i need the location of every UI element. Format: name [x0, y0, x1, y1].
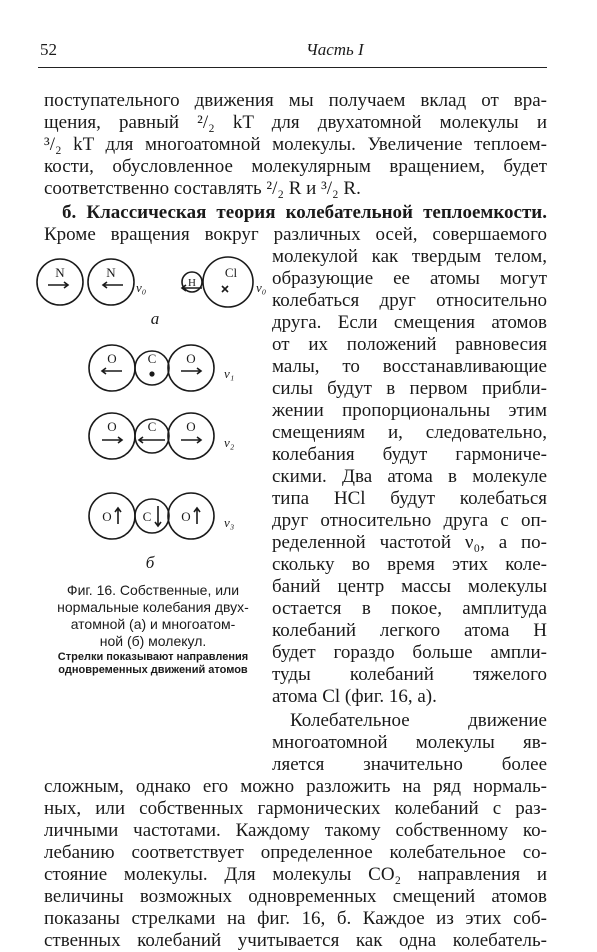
- frequency-label: ν₂: [224, 435, 235, 450]
- atom-label: O: [186, 351, 196, 366]
- frequency-label: ν₀: [256, 280, 267, 295]
- caption-line: нормальные колебания двух-: [57, 599, 249, 615]
- arrow-up-icon: [115, 508, 121, 524]
- text-line: Кроме вращения вокруг различных осей, совершаемого: [44, 224, 547, 245]
- running-title: Часть I: [306, 40, 364, 59]
- atom-label: O: [102, 509, 112, 524]
- arrow-icon: [102, 437, 122, 443]
- text-line: друга. Если смещения атомов: [272, 312, 547, 333]
- section-heading: б. Классическая теория колебательной теплоемкости.: [62, 202, 547, 223]
- atom-label: C: [142, 509, 152, 524]
- center-dot: [150, 372, 154, 376]
- text-line: кости, обусловленное молекулярным вращением, будет: [44, 156, 547, 177]
- co2-mode-2: [89, 413, 235, 459]
- text-line: ственных колебаний учитывается как одна колебатель-: [44, 930, 547, 951]
- text-line: от их положений равновесия: [272, 334, 547, 355]
- arrow-icon: [139, 437, 165, 443]
- caption-line: ной (б) молекул.: [99, 633, 207, 649]
- text-line: сложным, однако его можно разложить на ряд нормаль-: [44, 776, 547, 797]
- atom-label: O: [107, 419, 117, 434]
- text-line: колебаний легкого атома H: [272, 620, 547, 641]
- frequency-label: ν₀: [136, 280, 147, 295]
- text-line: жении пропорциональны этим: [272, 400, 547, 421]
- text-line: малы, то восстанавливающие: [272, 356, 547, 377]
- co2-mode-1: [89, 345, 234, 391]
- text-line: образующие ее атомы могут: [272, 268, 547, 289]
- atom-label: O: [107, 351, 117, 366]
- arrow-up-icon: [194, 508, 200, 524]
- text-line: Колебательное движение: [290, 710, 547, 731]
- co2-mode-3: [89, 493, 234, 539]
- carbon-atom: [135, 499, 169, 533]
- oxygen-atom: [168, 493, 214, 539]
- text-line: показаны стрелками на фиг. 16, б. Каждое из этих соб-: [44, 908, 547, 929]
- text-line: друг относительно друга с оп-: [272, 510, 547, 531]
- text-line: стояние молекулы. Для молекулы CO₂ направления и: [44, 864, 547, 885]
- frequency-label: ν₁: [224, 366, 235, 381]
- header-rule: [38, 67, 547, 68]
- text-line: силы будут в первом прибли-: [272, 378, 547, 399]
- text-line: туды колебаний тяжелого: [272, 664, 547, 685]
- text-line: поступательного движения мы получаем вклад от вра-: [44, 90, 547, 111]
- text-line: остается в покое, амплитуда: [272, 598, 547, 619]
- figure-part-label: б: [145, 553, 155, 572]
- figure-16-molecular-vibrations: [18, 250, 270, 580]
- text-line: атома Cl (фиг. 16, а).: [272, 686, 437, 707]
- atom-label: H: [188, 277, 196, 289]
- text-line: лебанию соответствует определенное колебательное со-: [44, 842, 547, 863]
- arrow-icon: [48, 282, 68, 288]
- arrow-down-icon: [155, 506, 161, 526]
- hcl-molecule: [182, 257, 266, 307]
- text-line: скольку во время этих коле-: [272, 554, 547, 575]
- text-line: будет гораздо больше ампли-: [272, 642, 547, 663]
- atom-label: Cl: [224, 265, 238, 280]
- page-number: 52: [40, 40, 57, 59]
- frequency-label: ν₃: [224, 515, 235, 530]
- n2-molecule: [37, 259, 146, 305]
- text-line: ределенной частотой ν₀, а по-: [272, 532, 547, 553]
- atom-label: C: [147, 351, 157, 366]
- atom-label: N: [106, 265, 116, 280]
- text-line: смещениям и, следовательно,: [272, 422, 547, 443]
- page-header: [38, 40, 547, 66]
- arrow-icon: [181, 368, 201, 374]
- note-line: одновременных движений атомов: [58, 664, 248, 676]
- text-line: колебания будут гармониче-: [272, 444, 547, 465]
- text-line: молекулой как твердым телом,: [272, 246, 547, 267]
- caption-line: Фиг. 16. Собственные, или: [66, 582, 240, 598]
- atom-label: O: [181, 509, 191, 524]
- text-line: ³/₂ kT для многоатомной молекулы. Увеличение теплоем-: [44, 134, 547, 155]
- caption-line: атомной (а) и многоатом-: [70, 616, 236, 632]
- text-line: баний центр массы молекулы: [272, 576, 547, 597]
- figure-part-label: а: [150, 309, 160, 328]
- figure-note: [42, 651, 264, 677]
- text-line: скими. Два атома в молекуле: [272, 466, 547, 487]
- arrow-icon: [102, 368, 122, 374]
- text-line: щения, равный ²/₂ kT для двухатомной молекулы и: [44, 112, 547, 133]
- atom-label: N: [55, 265, 65, 280]
- oxygen-atom: [89, 493, 135, 539]
- text-line: ных, или собственных гармонических колебаний с раз-: [44, 798, 547, 819]
- text-line: колебаться друг относительно: [272, 290, 547, 311]
- text-line: ляется значительно более: [272, 754, 547, 775]
- figure-caption: [42, 582, 264, 650]
- text-line: личными частотами. Каждому такому собственному ко-: [44, 820, 547, 841]
- arrow-icon: [181, 437, 201, 443]
- atom-label: C: [147, 419, 157, 434]
- note-line: Стрелки показывают направления: [57, 651, 249, 663]
- text-line: типа HCl будут колебаться: [272, 488, 547, 509]
- atom-label: O: [186, 419, 196, 434]
- arrow-icon: [103, 282, 123, 288]
- center-marker-icon: [222, 286, 228, 292]
- text-line: многоатомной молекулы яв-: [272, 732, 547, 753]
- text-line: соответственно составлять ²/₂ R и ³/₂ R.: [44, 178, 361, 199]
- text-line: величины возможных одновременных смещений атомов: [44, 886, 547, 907]
